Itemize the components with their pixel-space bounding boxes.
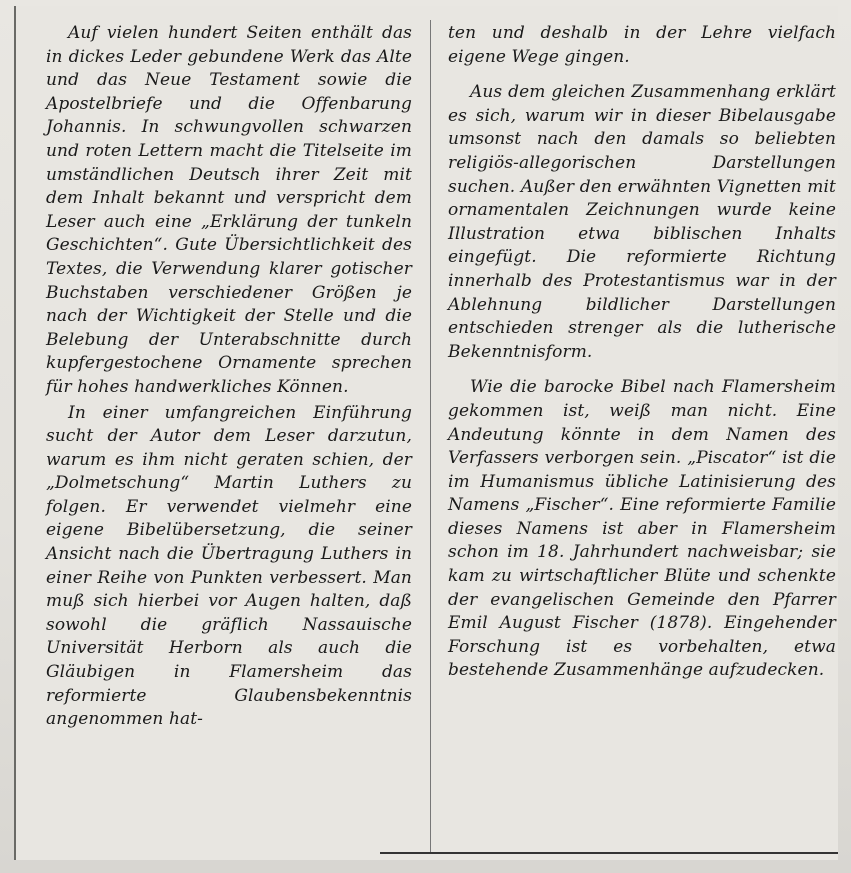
article-left-column [46,22,412,732]
paragraph-bible-description: Auf vielen hundert Seiten enthält das in dickes Leder gebundene Werk das Alte und das Neue Testament sowie die Apostelbriefe und die Offenbarung Johannis. In schwungvollen schwarzen und roten Lettern macht die Titelseite im umständlichen Deutsch ihrer Zeit mit dem Inhalt bekannt und verspricht dem Leser auch eine „Erklärung der tunkeln Geschichten“. Gute Übersichtlichkeit des Textes, die Verwendung klarer gotischer Buchstaben verschiedener Größen je nach der Wichtigkeit der Stelle und die Belebung der Unterabschnitte durch kupfergestochene Ornamente sprechen für hohes handwerkliches Können. [46,23,412,397]
article-right-column [448,22,836,683]
paragraph-provenance: Wie die barocke Bibel nach Flamersheim gekommen ist, weiß man nicht. Eine Andeutung könnte in dem Namen des Verfassers verborgen sein. „Piscator“ ist die im Humanismus übliche Latinisierung des Namens „Fischer“. Eine reformierte Familie dieses Namens ist aber in Flamersheim schon im 18. Jahrhundert nachweisbar; sie kam zu wirtschaftlicher Blüte und schenkte der evangelischen Gemeinde den Pfarrer Emil August Fischer (1878). Eingehender Forschung ist es vorbehalten, etwa bestehende Zusammenhänge aufzudecken. [448,377,836,681]
paragraph-introduction: In einer umfangreichen Einführung sucht der Autor dem Leser darzutun, warum es ihm nicht geraten schien, der „Dolmetschung“ Martin Luthers zu folgen. Er verwendet vielmehr eine eigene Bibelübersetzung, die seiner Ansicht nach die Übertragung Luthers in einer Reihe von Punkten verbessert. Man muß sich hierbei vor Augen halten, daß sowohl die gräflich Nassauische Universität Herborn als auch die Gläubigen in Flamersheim das reformierte Glaubensbekenntnis angenommen hat- [46,402,412,730]
newspaper-clipping [14,6,838,860]
column-divider [430,20,431,854]
paragraph-continuation: ten und deshalb in der Lehre vielfach eigene Wege gingen. [448,23,836,67]
bottom-rule [380,852,838,854]
paragraph-illustrations: Aus dem gleichen Zusammenhang erklärt es sich, warum wir in dieser Bibelausgabe umsonst nach den damals so beliebten religiös-allegorischen Darstellungen suchen. Außer den erwähnten Vignetten mit ornamentalen Zeichnungen wurde keine Illustration etwa biblischen Inhalts eingefügt. Die reformierte Richtung innerhalb des Protestantismus war in der Ablehnung bildlicher Darstellungen entschieden strenger als die lutherische Bekenntnisform. [448,82,836,362]
